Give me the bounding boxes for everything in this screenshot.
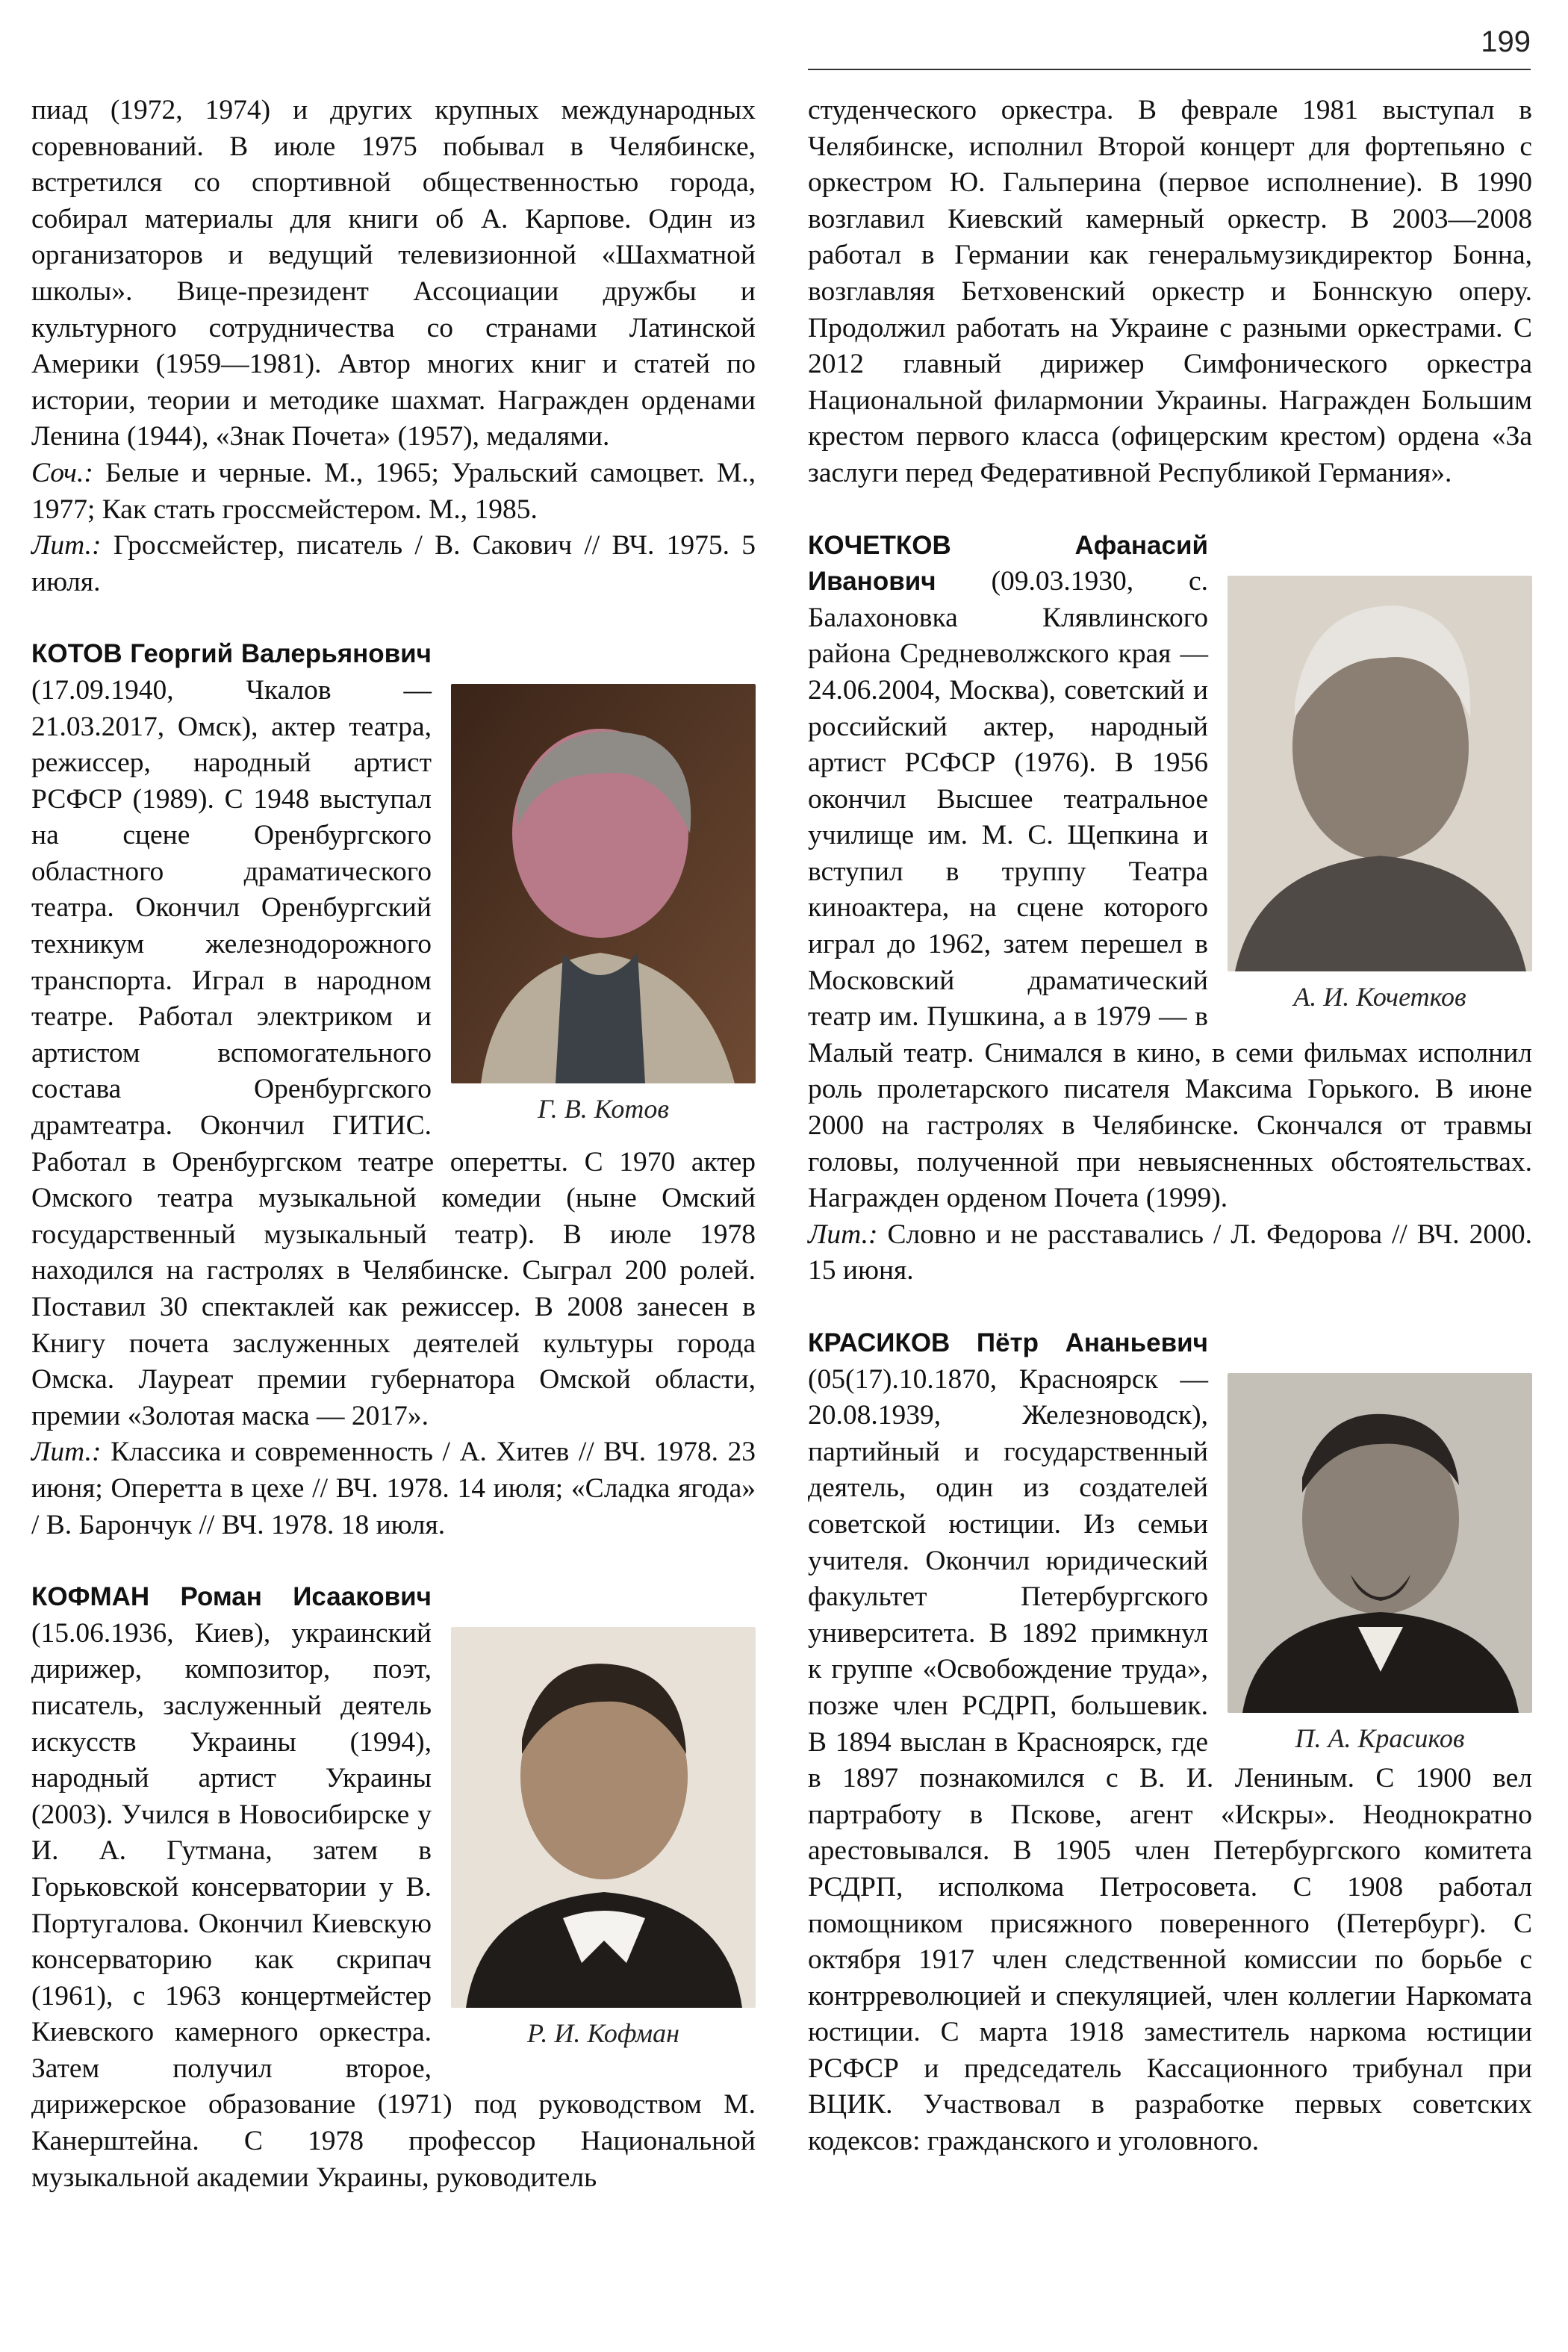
right-column [808,93,1532,2160]
entry-kofman [31,1579,756,2196]
entry-kotov [31,636,756,1543]
headword: КОФМАН Роман Исаакович [31,1582,432,1612]
literature-reference: Лит.: Словно и не расставались / Л. Федорова // ВЧ. 2000. 15 июня. [808,1219,1532,1287]
headword: КОТОВ Георгий Валерьянович [31,639,432,669]
entry-text: студенческого оркестра. В феврале 1981 выступал в Челябинске, исполнил Второй концерт для фортепьяно с оркестром Ю. Гальперина (первое исполнение). В 1990 возглавил Киевский камерный оркестр. В 2003—2008 работал в Германии как генеральмузикдиректор Бонна, возглавляя Бетховенский оркестр и Боннскую оперу. Продолжил работать на Украине с разными оркестрами. С 2012 главный дирижер Симфонического оркестра Национальной филармонии Украины. Награжден Большим крестом первого класса (офицерским крестом) ордена «За заслуги перед Федеративной Республикой Германия». [808,95,1532,488]
works-reference: Соч.: Белые и черные. М., 1965; Уральский самоцвет. М., 1977; Как стать гроссмейстером. М., 1985. [31,457,756,525]
entry-text: КОФМАН Роман Исаакович (15.06.1936, Киев), украинский дирижер, композитор, поэт, писатель, заслуженный деятель искусств Украины (1994), народный артист Украины (2003). Учился в Новосибирске у И. А. Гутмана, затем в Горьковской консерватории у В. Португалова. Окончил Киевскую консерваторию как скрипач (1961), с 1963 концертмейстер Киевского камерного оркестра. Затем получил второе, дирижерское образование (1971) под руководством М. Канерштейна. С 1978 профессор Национальной музыкальной академии Украины, руководитель [31,1582,756,2193]
photo-kotov [451,684,756,1083]
entry-continuation [31,93,756,600]
photo-kofman [451,1627,756,2008]
literature-reference: Лит.: Гроссмейстер, писатель / В. Сакович // ВЧ. 1975. 5 июля. [31,530,756,597]
photo-kochetkov [1228,576,1532,971]
portrait-krasikov [1228,1373,1532,1755]
left-column [31,93,756,2196]
entry-text: КОТОВ Георгий Валерьянович (17.09.1940, Чкалов — 21.03.2017, Омск), актер театра, режиссер, народный артист РСФСР (1989). С 1948 выступал на сцене Оренбургского областного драматического театра. Окончил Оренбургский техникум железнодорожного транспорта. Играл в народном театре. Работал электриком и артистом вспомогательного состава Оренбургского драмтеатра. Окончил ГИТИС. Работал в Оренбургском театре оперетты. С 1970 актер Омского театра музыкальной комедии (ныне Омский государственный музыкальный театр). В июле 1978 находился на гастролях в Челябинске. Сыграл 200 ролей. Поставил 30 спектаклей как режиссер. В 2008 занесен в Книгу почета заслуженных деятелей культуры города Омска. Лауреат премии губернатора Омской области, премии «Золотая маска — 2017». [31,639,756,1431]
portrait-kofman [451,1627,756,2050]
caption-kotov: Г. В. Котов [538,1094,669,1124]
portrait-kotov [451,684,756,1125]
header-rule [808,69,1531,70]
headword: КОЧЕТКОВ Афанасий Иванович [808,530,1208,597]
caption-kofman: Р. И. Кофман [527,2018,679,2049]
caption-kochetkov: А. И. Кочетков [1293,981,1466,1012]
entry-kofman-continuation [808,93,1532,492]
caption-krasikov: П. А. Красиков [1295,1723,1465,1753]
entry-text: пиад (1972, 1974) и других крупных международных соревнований. В июле 1975 побывал в Челябинске, встретился со спортивной общественностью города, собирал материалы для книги об А. Карпове. Один из организаторов и ведущий телевизионной «Шахматной школы». Вице-президент Ассоциации дружбы и культурного сотрудничества со странами Латинской Америки (1959—1981). Автор многих книг и статей по истории, теории и методике шахмат. Награжден орденами Ленина (1944), «Знак Почета» (1957), медалями. [31,95,756,452]
headword: КРАСИКОВ Пётр Ананьевич [808,1328,1208,1357]
page-number: 199 [1481,25,1531,58]
literature-reference: Лит.: Классика и современность / А. Хитев // ВЧ. 1978. 23 июня; Оперетта в цехе // ВЧ. 1978. 14 июля; «Сладка ягода» / В. Барончук // ВЧ. 1978. 18 июля. [31,1437,756,1540]
entry-krasikov [808,1325,1532,2160]
entry-kochetkov [808,528,1532,1289]
photo-krasikov [1228,1373,1532,1713]
entry-text: КОЧЕТКОВ Афанасий Иванович (09.03.1930, с. Балахоновка Клявлинского района Средневолжского края — 24.06.2004, Москва), советский и российский актер, народный артист РСФСР (1976). В 1956 окончил Высшее театральное училище им. М. С. Щепкина и вступил в труппу Театра киноактера, на сцене которого играл до 1962, затем перешел в Московский драматический театр им. Пушкина, а в 1979 — в Малый театр. Снимался в кино, в семи фильмах исполнил роль пролетарского писателя Максима Горького. В июне 2000 на гастролях в Челябинске. Скончался от травмы головы, полученной при невыясненных обстоятельствах. Награжден орденом Почета (1999). [808,530,1532,1214]
portrait-kochetkov [1228,576,1532,1013]
entry-text: КРАСИКОВ Пётр Ананьевич (05(17).10.1870, Красноярск — 20.08.1939, Железноводск), партийный и государственный деятель, один из создателей советской юстиции. Из семьи учителя. Окончил юридический факультет Петербургского университета. В 1892 примкнул к группе «Освобождение труда», позже член РСДРП, большевик. В 1894 выслан в Красноярск, где в 1897 познакомился с В. И. Лениным. С 1900 вел партработу в Пскове, агент «Искры». Неоднократно арестовывался. В 1905 член Петербургского комитета РСДРП, исполкома Петросовета. С 1908 работал помощником присяжного поверенного (Петербург). С октября 1917 член следственной комиссии по борьбе с контрреволюцией и спекуляцией, член коллегии Наркомата юстиции. С марта 1918 заместитель наркома юстиции РСФСР и председатель Кассационного трибунал при ВЦИК. Участвовал в разработке первых советских кодексов: гражданского и уголовного. [808,1328,1532,2157]
